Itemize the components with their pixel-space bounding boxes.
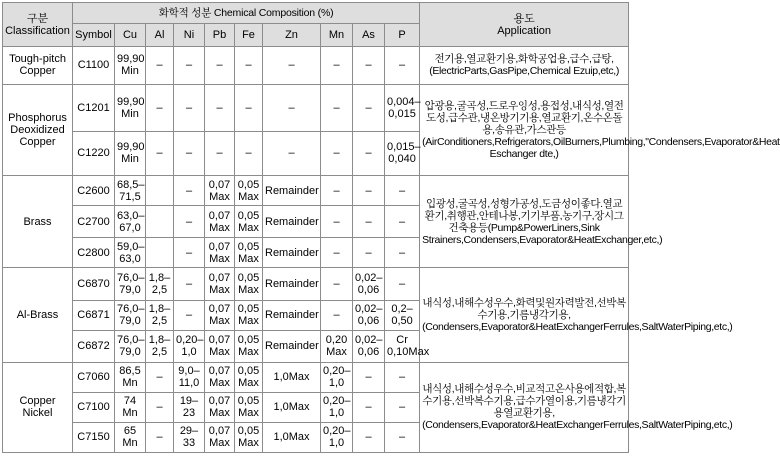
- pb-cell: 0,07 Max: [205, 268, 235, 300]
- pb-cell: –: [205, 131, 235, 175]
- fe-cell: 0,05 Max: [235, 206, 263, 238]
- zn-cell: 1,0Max: [263, 422, 321, 452]
- ni-cell: 29–33: [174, 422, 205, 452]
- classification-cell: Copper Nickel: [3, 362, 73, 452]
- column-header-p: P: [385, 24, 420, 47]
- as-cell: –: [353, 206, 385, 238]
- p-cell: –: [385, 362, 420, 392]
- p-cell: –: [385, 422, 420, 452]
- mn-cell: –: [321, 84, 353, 131]
- ni-cell: –: [174, 206, 205, 238]
- cu-cell: 74 Mn: [115, 392, 146, 422]
- as-cell: 0,02–0,06: [353, 300, 385, 330]
- al-cell: –: [146, 84, 174, 131]
- as-cell: 0,02–0,06: [353, 268, 385, 300]
- application-header-en: Application: [497, 24, 552, 37]
- fe-cell: 0,05 Max: [235, 362, 263, 392]
- column-header-ni: Ni: [174, 24, 205, 47]
- cu-cell: 76,0–79,0: [115, 300, 146, 330]
- as-cell: –: [353, 238, 385, 268]
- symbol-cell: C2600: [73, 176, 115, 206]
- classification-cell: Brass: [3, 176, 73, 268]
- cu-cell: 86,5 Mn: [115, 362, 146, 392]
- pb-cell: 0,07 Max: [205, 300, 235, 330]
- fe-cell: –: [235, 84, 263, 131]
- mn-cell: –: [321, 131, 353, 175]
- classification-header-ko: 구분: [26, 12, 49, 25]
- fe-cell: 0,05 Max: [235, 422, 263, 452]
- zn-cell: Remainder: [263, 330, 321, 362]
- al-cell: –: [146, 47, 174, 85]
- mn-cell: –: [321, 47, 353, 85]
- mn-cell: 0,20–1,0: [321, 392, 353, 422]
- symbol-cell: C7150: [73, 422, 115, 452]
- application-header-ko: 용도: [513, 12, 535, 25]
- application-cell: 압광용,굴곡성,드로우잉성,용접성,내식성,열전도성,급수관,냉온방기기용,열교환기,온수온돌용,송유관,가스관등(AirConditioners,Refrigerators,OilBurners,Plumbing,"Condensers,Evaporator&Heat Eschanger dte,): [420, 84, 629, 175]
- symbol-cell: C2700: [73, 206, 115, 238]
- cu-cell: 99,90 Min: [115, 47, 146, 85]
- symbol-cell: C7100: [73, 392, 115, 422]
- al-cell: –: [146, 362, 174, 392]
- table-body: [3, 47, 780, 453]
- zn-cell: 1,0Max: [263, 392, 321, 422]
- p-cell: –: [385, 238, 420, 268]
- header-row-top: [3, 3, 629, 24]
- mn-cell: 0,20–1,0: [321, 422, 353, 452]
- as-cell: –: [353, 422, 385, 452]
- symbol-cell: C1100: [73, 47, 115, 85]
- composition-table: [2, 2, 780, 453]
- classification-header: [3, 3, 73, 47]
- column-header-as: As: [353, 24, 385, 47]
- table-row: [3, 176, 629, 206]
- pb-cell: –: [205, 47, 235, 85]
- symbol-cell: C6870: [73, 268, 115, 300]
- cu-cell: 99,90 Min: [115, 131, 146, 175]
- p-cell: 0,2–0,50: [385, 300, 420, 330]
- pb-cell: 0,07 Max: [205, 206, 235, 238]
- cu-cell: 59,0–63,0: [115, 238, 146, 268]
- table-row: [3, 362, 629, 392]
- fe-cell: 0,05 Max: [235, 268, 263, 300]
- fe-cell: 0,05 Max: [235, 300, 263, 330]
- as-cell: –: [353, 362, 385, 392]
- zn-cell: Remainder: [263, 300, 321, 330]
- column-header-symbol: Symbol: [73, 24, 115, 47]
- ni-cell: 0,20–1,0: [174, 330, 205, 362]
- ni-cell: –: [174, 176, 205, 206]
- fe-cell: –: [235, 47, 263, 85]
- mn-cell: –: [321, 176, 353, 206]
- mn-cell: –: [321, 206, 353, 238]
- al-cell: –: [146, 392, 174, 422]
- fe-cell: 0,05 Max: [235, 176, 263, 206]
- al-cell: 1,8–2,5: [146, 300, 174, 330]
- mn-cell: 0,20 Max: [321, 330, 353, 362]
- as-cell: –: [353, 131, 385, 175]
- classification-cell: Tough-pitch Copper: [3, 47, 73, 85]
- p-cell: –: [385, 47, 420, 85]
- pb-cell: –: [205, 84, 235, 131]
- table-row: [3, 84, 629, 131]
- mn-cell: 0,20–1,0: [321, 362, 353, 392]
- pb-cell: 0,07 Max: [205, 362, 235, 392]
- pb-cell: 0,07 Max: [205, 392, 235, 422]
- fe-cell: –: [235, 131, 263, 175]
- pb-cell: 0,07 Max: [205, 176, 235, 206]
- ni-cell: –: [174, 47, 205, 85]
- as-cell: –: [353, 47, 385, 85]
- classification-cell: Phosphorus Deoxidized Copper: [3, 84, 73, 175]
- symbol-cell: C6872: [73, 330, 115, 362]
- p-cell: Cr 0,10Max: [385, 330, 420, 362]
- zn-cell: Remainder: [263, 176, 321, 206]
- ni-cell: –: [174, 268, 205, 300]
- al-cell: [146, 176, 174, 206]
- table-row: [3, 268, 629, 300]
- zn-cell: –: [263, 84, 321, 131]
- cu-cell: 99,90 Min: [115, 84, 146, 131]
- zn-cell: Remainder: [263, 206, 321, 238]
- al-cell: 1,8–2,5: [146, 330, 174, 362]
- ni-cell: –: [174, 238, 205, 268]
- symbol-cell: C2800: [73, 238, 115, 268]
- cu-cell: 76,0–79,0: [115, 268, 146, 300]
- column-header-zn: Zn: [263, 24, 321, 47]
- cu-cell: 76,0–79,0: [115, 330, 146, 362]
- column-header-pb: Pb: [205, 24, 235, 47]
- mn-cell: –: [321, 300, 353, 330]
- as-cell: –: [353, 392, 385, 422]
- p-cell: 0,015–0,040: [385, 131, 420, 175]
- zn-cell: 1,0Max: [263, 362, 321, 392]
- table-row: [3, 47, 629, 85]
- classification-cell: Al-Brass: [3, 268, 73, 363]
- composition-header: 화학적 성분 Chemical Composition (%): [73, 3, 420, 24]
- al-cell: 1,8–2,5: [146, 268, 174, 300]
- ni-cell: –: [174, 131, 205, 175]
- zn-cell: –: [263, 131, 321, 175]
- al-cell: –: [146, 422, 174, 452]
- mn-cell: –: [321, 238, 353, 268]
- as-cell: 0,02–0,06: [353, 330, 385, 362]
- symbol-cell: C1220: [73, 131, 115, 175]
- fe-cell: 0,05 Max: [235, 238, 263, 268]
- al-cell: –: [146, 131, 174, 175]
- as-cell: –: [353, 84, 385, 131]
- application-cell: 내식성,내해수성우수,화력및원자력발전,선박복수기용,기름냉각기용,(Condensers,Evaporator&HeatExchangerFerrules,SaltWaterPiping,etc,): [420, 268, 629, 363]
- p-cell: –: [385, 268, 420, 300]
- pb-cell: 0,07 Max: [205, 330, 235, 362]
- p-cell: 0,004–0,015: [385, 84, 420, 131]
- cu-cell: 68,5–71,5: [115, 176, 146, 206]
- symbol-cell: C7060: [73, 362, 115, 392]
- fe-cell: 0,05 Max: [235, 392, 263, 422]
- p-cell: –: [385, 176, 420, 206]
- symbol-cell: C1201: [73, 84, 115, 131]
- ni-cell: 19–23: [174, 392, 205, 422]
- mn-cell: –: [321, 268, 353, 300]
- ni-cell: –: [174, 300, 205, 330]
- zn-cell: Remainder: [263, 268, 321, 300]
- pb-cell: 0,07 Max: [205, 422, 235, 452]
- ni-cell: –: [174, 84, 205, 131]
- application-cell: 전기용,열교환기용,화학공업용,급수,급탕,(ElectricParts,GasPipe,Chemical Ezuip,etc,): [420, 47, 629, 85]
- fe-cell: 0,05 Max: [235, 330, 263, 362]
- symbol-cell: C6871: [73, 300, 115, 330]
- zn-cell: Remainder: [263, 238, 321, 268]
- al-cell: [146, 238, 174, 268]
- application-header: [420, 3, 629, 47]
- cu-cell: 65 Mn: [115, 422, 146, 452]
- p-cell: –: [385, 392, 420, 422]
- column-header-fe: Fe: [235, 24, 263, 47]
- classification-header-en: Classification: [5, 24, 70, 37]
- application-cell: 입광성,굴곡성,성형가공성,도금성이좋다.열교환기,취행관,안테나봉,기기부품,농기구,장시그건축용등(Pump&PowerLiners,Sink Strainers,Condensers,Evaporator&HeatExchanger,etc,): [420, 176, 629, 268]
- as-cell: –: [353, 176, 385, 206]
- column-header-cu: Cu: [115, 24, 146, 47]
- column-header-mn: Mn: [321, 24, 353, 47]
- application-cell: 내식성,내해수성우수,비교적고온사용에적합,복수기용,선박복수기용,급수가열이용,기름냉각기용열교환기용,(Condensers,Evaporator&HeatExchangerFerrules,SaltWaterPiping,etc,): [420, 362, 629, 452]
- column-header-al: Al: [146, 24, 174, 47]
- p-cell: –: [385, 206, 420, 238]
- ni-cell: 9,0–11,0: [174, 362, 205, 392]
- pb-cell: 0,07 Max: [205, 238, 235, 268]
- zn-cell: –: [263, 47, 321, 85]
- al-cell: [146, 206, 174, 238]
- cu-cell: 63,0–67,0: [115, 206, 146, 238]
